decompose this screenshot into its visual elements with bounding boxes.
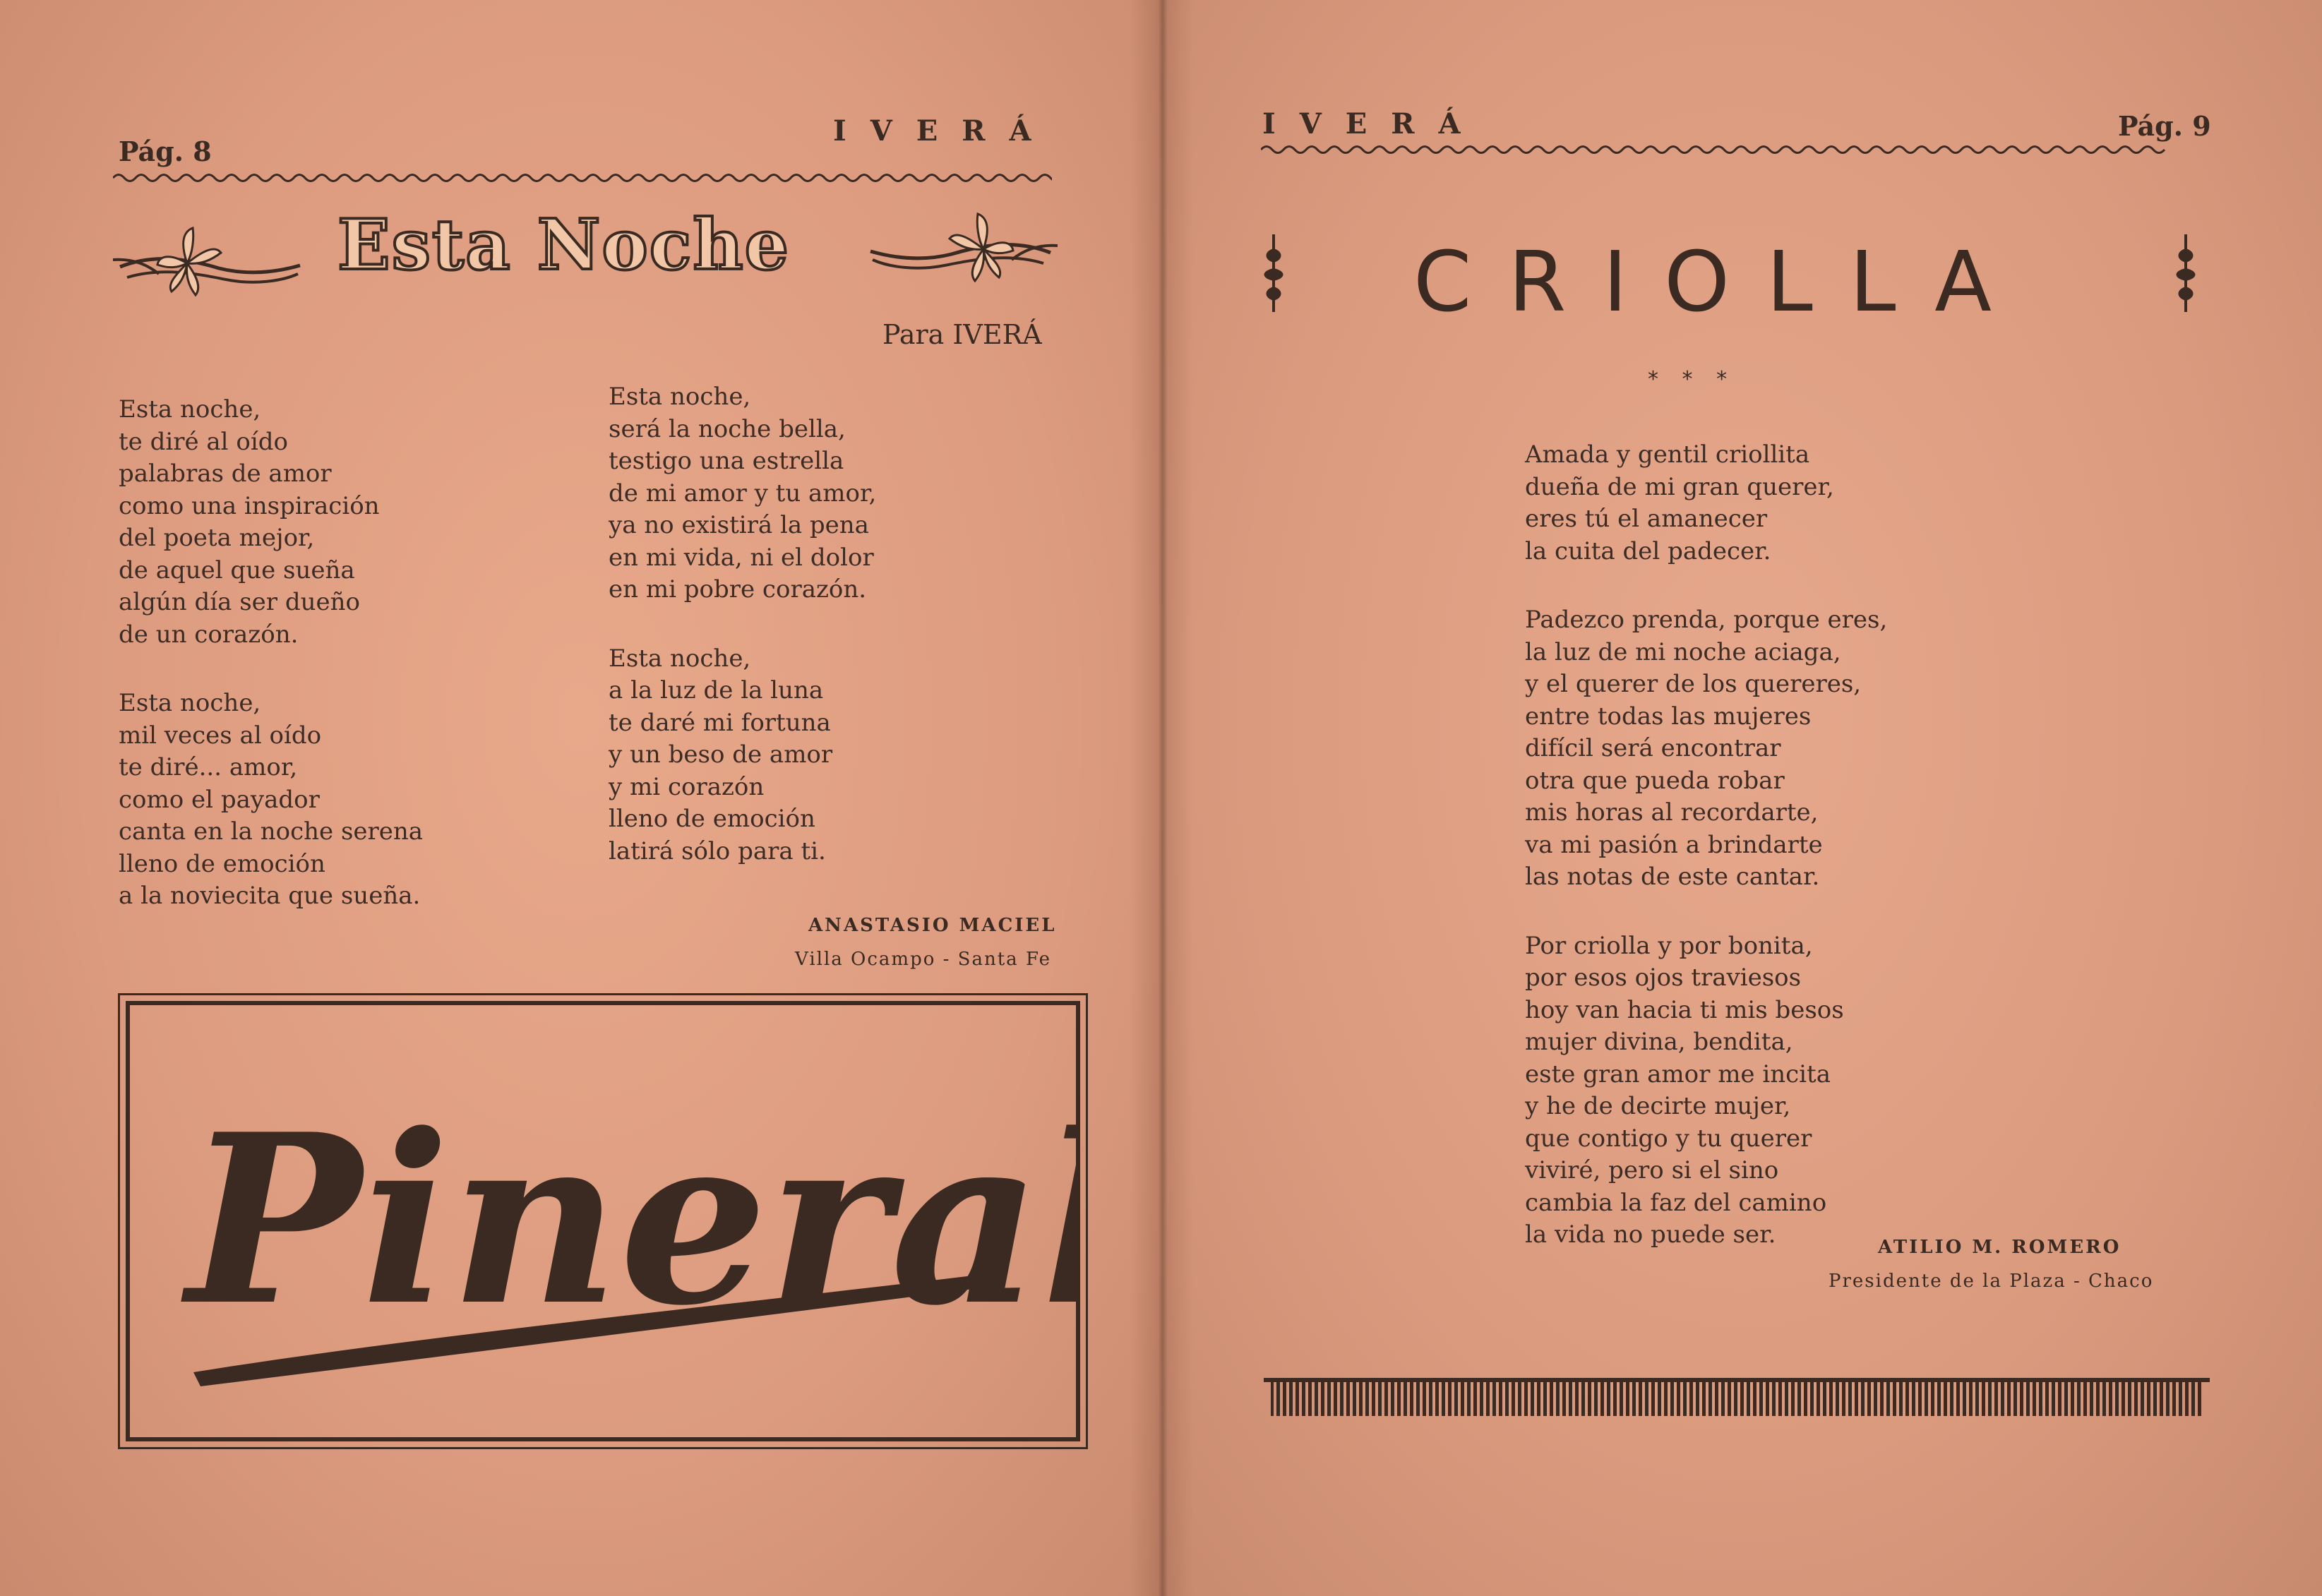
poem-line: viviré, pero si el sino xyxy=(1525,1156,1779,1184)
poem-line: ya no existirá la pena xyxy=(609,511,869,539)
poem-line: hoy van hacia ti mis besos xyxy=(1525,995,1844,1024)
poem-line: del poeta mejor, xyxy=(119,524,315,552)
fleuron-icon xyxy=(1261,234,1286,312)
wavy-rule-right xyxy=(1261,141,2207,158)
page-number-left: Pág. 8 xyxy=(119,136,212,167)
poem-line: mil veces al oído xyxy=(119,721,322,750)
book-gutter xyxy=(1130,0,1193,1596)
poem-line: dueña de mi gran querer, xyxy=(1525,472,1834,501)
poem-line: la luz de mi noche aciaga, xyxy=(1525,637,1841,666)
pineral-logo xyxy=(130,1005,1076,1437)
place-left: Villa Ocampo - Santa Fe xyxy=(795,949,1051,970)
poem-stanza xyxy=(119,394,423,651)
poem-line: otra que pueda robar xyxy=(1525,766,1785,795)
dedication: Para IVERÁ xyxy=(882,319,1042,350)
poem-title-esta-noche: Esta Noche xyxy=(337,205,790,286)
running-title-left: IVERÁ xyxy=(833,114,1055,148)
poem-line: de mi amor y tu amor, xyxy=(609,479,877,508)
wavy-rule-left xyxy=(113,169,1052,186)
poem-line: de un corazón. xyxy=(119,620,299,649)
poem-stanza xyxy=(1525,439,1887,568)
poem-line: a la noviecita que sueña. xyxy=(119,882,421,910)
poem-line: te diré al oído xyxy=(119,427,288,456)
poem-line: lleno de emoción xyxy=(119,849,325,878)
poem-title-criolla: CRIOLLA xyxy=(1413,233,2028,330)
poem-line: y he de decirte mujer, xyxy=(1525,1092,1791,1120)
poem-line: como el payador xyxy=(119,785,320,814)
poem-line: la vida no puede ser. xyxy=(1525,1220,1776,1249)
poem-line: en mi vida, ni el dolor xyxy=(609,543,874,572)
poem-line: Esta noche, xyxy=(609,644,751,673)
place-right: Presidente de la Plaza - Chaco xyxy=(1829,1271,2154,1292)
poem-line: la cuita del padecer. xyxy=(1525,536,1771,565)
pineral-wordmark: Pineral xyxy=(186,1083,1076,1357)
page-number-right: Pág. 9 xyxy=(2118,110,2211,142)
poem-criolla xyxy=(1525,439,1887,1288)
author-right: ATILIO M. ROMERO xyxy=(1878,1237,2121,1258)
poem-stanza xyxy=(1525,930,1887,1252)
poem-line: y mi corazón xyxy=(609,772,765,801)
poem-line: testigo una estrella xyxy=(609,447,844,475)
poem-line: Por criolla y por bonita, xyxy=(1525,931,1813,960)
poem-line: mis horas al recordarte, xyxy=(1525,798,1819,827)
fleuron-icon xyxy=(2173,234,2198,312)
poem-line: Amada y gentil criollita xyxy=(1525,440,1810,469)
poem-column-1 xyxy=(119,394,423,949)
poem-line: por esos ojos traviesos xyxy=(1525,964,1802,992)
poem-line: como una inspiración xyxy=(119,491,380,520)
barred-rule-ornament xyxy=(1264,1378,2210,1420)
poem-line: las notas de este cantar. xyxy=(1525,863,1820,891)
poem-line: te daré mi fortuna xyxy=(609,708,831,737)
poem-line: eres tú el amanecer xyxy=(1525,505,1768,533)
poem-line: te diré... amor, xyxy=(119,753,298,781)
poem-line: que contigo y tu querer xyxy=(1525,1124,1812,1153)
poem-line: mujer divina, bendita, xyxy=(1525,1028,1793,1056)
poem-line: entre todas las mujeres xyxy=(1525,702,1812,731)
poem-line: a la luz de la luna xyxy=(609,676,824,704)
poem-line: lleno de emoción xyxy=(609,805,815,833)
poem-line: Esta noche, xyxy=(119,395,261,424)
poem-line: palabras de amor xyxy=(119,460,332,488)
ornament-stars: * * * xyxy=(1648,367,1736,392)
advertisement-box xyxy=(126,1001,1080,1441)
poem-line: cambia la faz del camino xyxy=(1525,1188,1827,1217)
poem-column-2 xyxy=(609,381,876,904)
poem-line: latirá sólo para ti. xyxy=(609,836,826,865)
poem-stanza xyxy=(609,381,876,606)
poem-line: será la noche bella, xyxy=(609,414,846,443)
poem-stanza xyxy=(609,643,876,868)
poem-line: de aquel que sueña xyxy=(119,556,355,584)
poem-line: Esta noche, xyxy=(609,383,751,411)
poem-line: y el querer de los quereres, xyxy=(1525,670,1862,698)
poem-line: en mi pobre corazón. xyxy=(609,575,867,604)
lily-ornament-icon xyxy=(113,224,304,302)
poem-stanza xyxy=(119,688,423,913)
poem-line: va mi pasión a brindarte xyxy=(1525,830,1823,859)
poem-line: este gran amor me incita xyxy=(1525,1060,1831,1088)
poem-line: difícil será encontrar xyxy=(1525,734,1781,762)
poem-stanza xyxy=(1525,604,1887,894)
author-left: ANASTASIO MACIEL xyxy=(808,915,1057,936)
poem-line: Esta noche, xyxy=(119,689,261,717)
lily-ornament-icon xyxy=(867,210,1058,288)
poem-line: y un beso de amor xyxy=(609,740,833,769)
poem-line: canta en la noche serena xyxy=(119,817,424,846)
running-title-right: IVERÁ xyxy=(1262,107,1485,140)
poem-line: algún día ser dueño xyxy=(119,588,361,616)
poem-line: Padezco prenda, porque eres, xyxy=(1525,606,1888,634)
